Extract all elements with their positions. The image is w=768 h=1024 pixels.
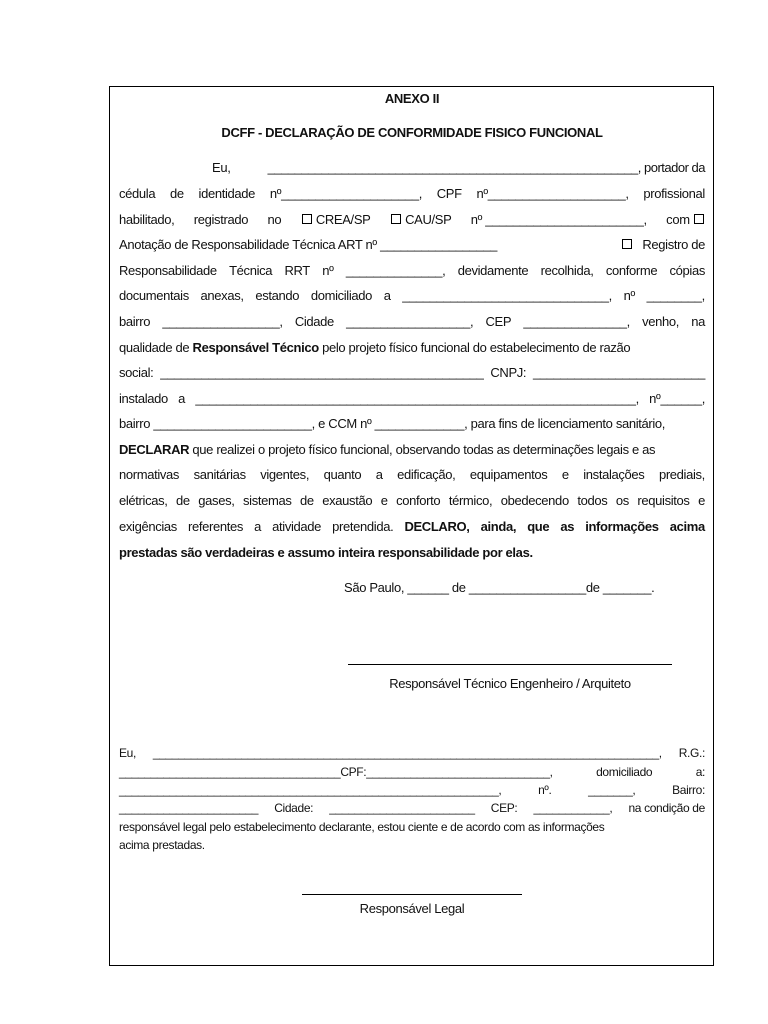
l6-word: nº xyxy=(623,288,635,303)
l13-word: sanitárias xyxy=(193,467,246,482)
s1-line13 xyxy=(119,467,705,483)
signature-caption-tecnico: Responsável Técnico Engenheiro / Arquiteto xyxy=(389,676,631,691)
l14-word: exaustão xyxy=(322,493,373,508)
l14-word: térmico, xyxy=(448,493,493,508)
m4-word: na condição de xyxy=(628,801,705,815)
s1-line10 xyxy=(119,391,705,407)
s2-line4 xyxy=(119,801,705,816)
l15-bold-word: DECLARO, xyxy=(404,519,470,534)
s1-line8-a: qualidade de xyxy=(119,340,193,355)
l5-word: nº xyxy=(322,263,334,278)
s1-line15 xyxy=(119,519,705,535)
l15-bold-word: informações xyxy=(585,519,659,534)
s1-line5 xyxy=(119,263,705,279)
l15-word: a xyxy=(254,519,262,534)
m2-word[interactable]: ___________________________________CPF:_____________________________, xyxy=(119,765,553,779)
l5-word: RRT xyxy=(284,263,310,278)
l2-word: cédula xyxy=(119,186,156,201)
l5-word: Responsabilidade xyxy=(119,263,217,278)
with-label: com xyxy=(666,212,690,227)
s1-line2 xyxy=(119,186,705,202)
l13-word: normativas xyxy=(119,467,180,482)
l10-word: a xyxy=(178,391,186,406)
cau-label: CAU/SP xyxy=(405,212,452,227)
s1-line4-art: Anotação de Responsabilidade Técnica ART nº _________________ xyxy=(119,237,498,252)
s2-line2 xyxy=(119,765,705,780)
l14-word: todos xyxy=(577,493,608,508)
l5-word: Técnica xyxy=(229,263,273,278)
l7-word[interactable]: _________________, xyxy=(162,314,283,329)
l5-word: cópias xyxy=(669,263,705,278)
s1-line3-text-a: habilitado, xyxy=(119,212,175,227)
annex-label: ANEXO II xyxy=(384,91,440,106)
l5-word: devidamente xyxy=(457,263,529,278)
l7-word: bairro xyxy=(119,314,151,329)
s1-line1-rest: _______________________________________________________, portador da xyxy=(267,160,705,175)
crea-label: CREA/SP xyxy=(315,212,371,227)
declarar-bold: DECLARAR xyxy=(119,442,190,457)
s1-line3 xyxy=(119,212,705,228)
l15-word: pretendida. xyxy=(332,519,394,534)
signature-caption-legal: Responsável Legal xyxy=(359,901,465,916)
l6-word[interactable]: ________, xyxy=(646,288,705,303)
m1-word: R.G.: xyxy=(678,746,705,760)
art-checkbox[interactable] xyxy=(694,214,704,224)
m4-word: Cidade: xyxy=(274,801,314,815)
l5-word: recolhida, xyxy=(540,263,594,278)
rrt-option[interactable] xyxy=(601,237,705,253)
l2-word[interactable]: nº____________________, xyxy=(476,186,629,201)
l15-bold-word: as xyxy=(560,519,575,534)
m1-word: Eu, xyxy=(119,746,136,760)
s1-line3-text-b: registrado xyxy=(193,212,249,227)
s1-line14 xyxy=(119,493,705,509)
l2-word[interactable]: nº____________________, xyxy=(269,186,422,201)
cau-option[interactable] xyxy=(390,212,452,228)
s1-line7 xyxy=(119,314,705,330)
rrt-checkbox[interactable] xyxy=(622,239,632,249)
l7-word: Cidade xyxy=(294,314,334,329)
l9-word[interactable]: _______________________________________________ xyxy=(160,365,484,380)
l13-word: e xyxy=(561,467,569,482)
m3-word: nº. xyxy=(538,783,552,797)
l14-word: gases, xyxy=(198,493,235,508)
l14-word: obedecendo xyxy=(500,493,569,508)
s1-line11: bairro _______________________, e CCM nº _____________, para fins de licenciamento sanitário, xyxy=(119,416,666,431)
m3-word[interactable]: _______, xyxy=(588,783,636,797)
l10-word[interactable]: ________________________________________________________________, xyxy=(195,391,639,406)
m2-word: a: xyxy=(695,765,705,779)
m4-word: CEP: xyxy=(490,801,518,815)
l15-word: referentes xyxy=(188,519,244,534)
l7-word[interactable]: __________________, xyxy=(346,314,474,329)
l6-word: documentais xyxy=(119,288,189,303)
m1-word[interactable]: ________________________________________________________________________________, xyxy=(152,746,662,760)
l6-word: anexas, xyxy=(200,288,244,303)
s1-line1-start: Eu, xyxy=(212,160,231,175)
l14-word: conforto xyxy=(396,493,441,508)
s2-line6: acima prestadas. xyxy=(119,838,205,852)
l15-word: atividade xyxy=(272,519,322,534)
s1-line12-b: que realizei o projeto físico funcional, observando todas as determinações legais e as xyxy=(189,442,656,457)
l15-bold-word: ainda, xyxy=(480,519,517,534)
l14-word: elétricas, xyxy=(119,493,168,508)
s1-line12 xyxy=(119,442,655,458)
l13-word: edificação, xyxy=(397,467,456,482)
l13-word: equipamentos xyxy=(469,467,548,482)
l9-word: CNPJ: xyxy=(490,365,527,380)
l2-word: CPF xyxy=(436,186,462,201)
s1-line3-text-c: no xyxy=(267,212,282,227)
l14-word: de xyxy=(300,493,314,508)
l9-word: social: xyxy=(119,365,154,380)
l14-word: de xyxy=(176,493,190,508)
m4-word[interactable]: _______________________ xyxy=(329,801,475,815)
l13-word: vigentes, xyxy=(260,467,310,482)
l6-word: a xyxy=(383,288,391,303)
registration-number-field[interactable]: nº _______________________, xyxy=(470,212,647,227)
s1-line16: prestadas são verdadeiras e assumo inteira responsabilidade por elas. xyxy=(119,545,533,560)
l6-word: estando xyxy=(255,288,300,303)
l2-word: identidade xyxy=(198,186,256,201)
l7-word: CEP xyxy=(485,314,512,329)
l6-word: domiciliado xyxy=(310,288,373,303)
rrt-label: Registro de xyxy=(642,237,705,252)
l15-bold-word: acima xyxy=(669,519,705,534)
cau-checkbox[interactable] xyxy=(391,214,401,224)
m4-word[interactable]: ______________________ xyxy=(119,801,259,815)
l14-word: requisitos xyxy=(637,493,690,508)
crea-option[interactable] xyxy=(301,212,371,228)
date-line: São Paulo, ______ de _________________de _______. xyxy=(344,580,655,595)
m4-word[interactable]: ____________, xyxy=(533,801,613,815)
s2-line5: responsável legal pelo estabelecimento declarante, estou ciente e de acordo com as informações xyxy=(119,820,605,834)
l9-word[interactable]: _________________________ xyxy=(532,365,705,380)
l2-word: profissional xyxy=(643,186,705,201)
l2-word: de xyxy=(170,186,184,201)
s1-line8-c: pelo projeto físico funcional do estabelecimento de razão xyxy=(318,340,631,355)
l13-word: quanto xyxy=(323,467,362,482)
s2-line1 xyxy=(119,746,705,761)
s1-line8 xyxy=(119,340,705,356)
l10-word: instalado xyxy=(119,391,168,406)
l13-word: instalações xyxy=(583,467,645,482)
s1-line6 xyxy=(119,288,705,304)
with-option[interactable] xyxy=(666,212,705,228)
l5-word: conforme xyxy=(605,263,658,278)
l14-word: os xyxy=(615,493,629,508)
m3-word: Bairro: xyxy=(672,783,705,797)
l14-word: sistemas xyxy=(243,493,292,508)
m3-word[interactable]: ____________________________________________________________, xyxy=(119,783,502,797)
l14-word: e xyxy=(698,493,705,508)
l7-word[interactable]: _______________, xyxy=(523,314,630,329)
l5-word[interactable]: ______________, xyxy=(345,263,446,278)
responsavel-tecnico-bold: Responsável Técnico xyxy=(192,340,319,355)
l15-word: exigências xyxy=(119,519,177,534)
s2-line3 xyxy=(119,783,705,798)
l7-word: na xyxy=(691,314,705,329)
l15-bold-word: que xyxy=(527,519,550,534)
document-title: DCFF - DECLARAÇÃO DE CONFORMIDADE FISICO FUNCIONAL xyxy=(221,125,603,140)
s1-line9 xyxy=(119,365,705,381)
l13-word: a xyxy=(375,467,383,482)
l14-word: e xyxy=(380,493,388,508)
l10-word[interactable]: nº______, xyxy=(649,391,705,406)
signature-line-legal xyxy=(302,894,522,895)
m2-word: domiciliado xyxy=(596,765,653,779)
l6-word[interactable]: ______________________________, xyxy=(402,288,612,303)
l7-word: venho, xyxy=(642,314,679,329)
l13-word: prediais, xyxy=(658,467,705,482)
signature-line-tecnico xyxy=(348,664,672,665)
crea-checkbox[interactable] xyxy=(302,214,312,224)
